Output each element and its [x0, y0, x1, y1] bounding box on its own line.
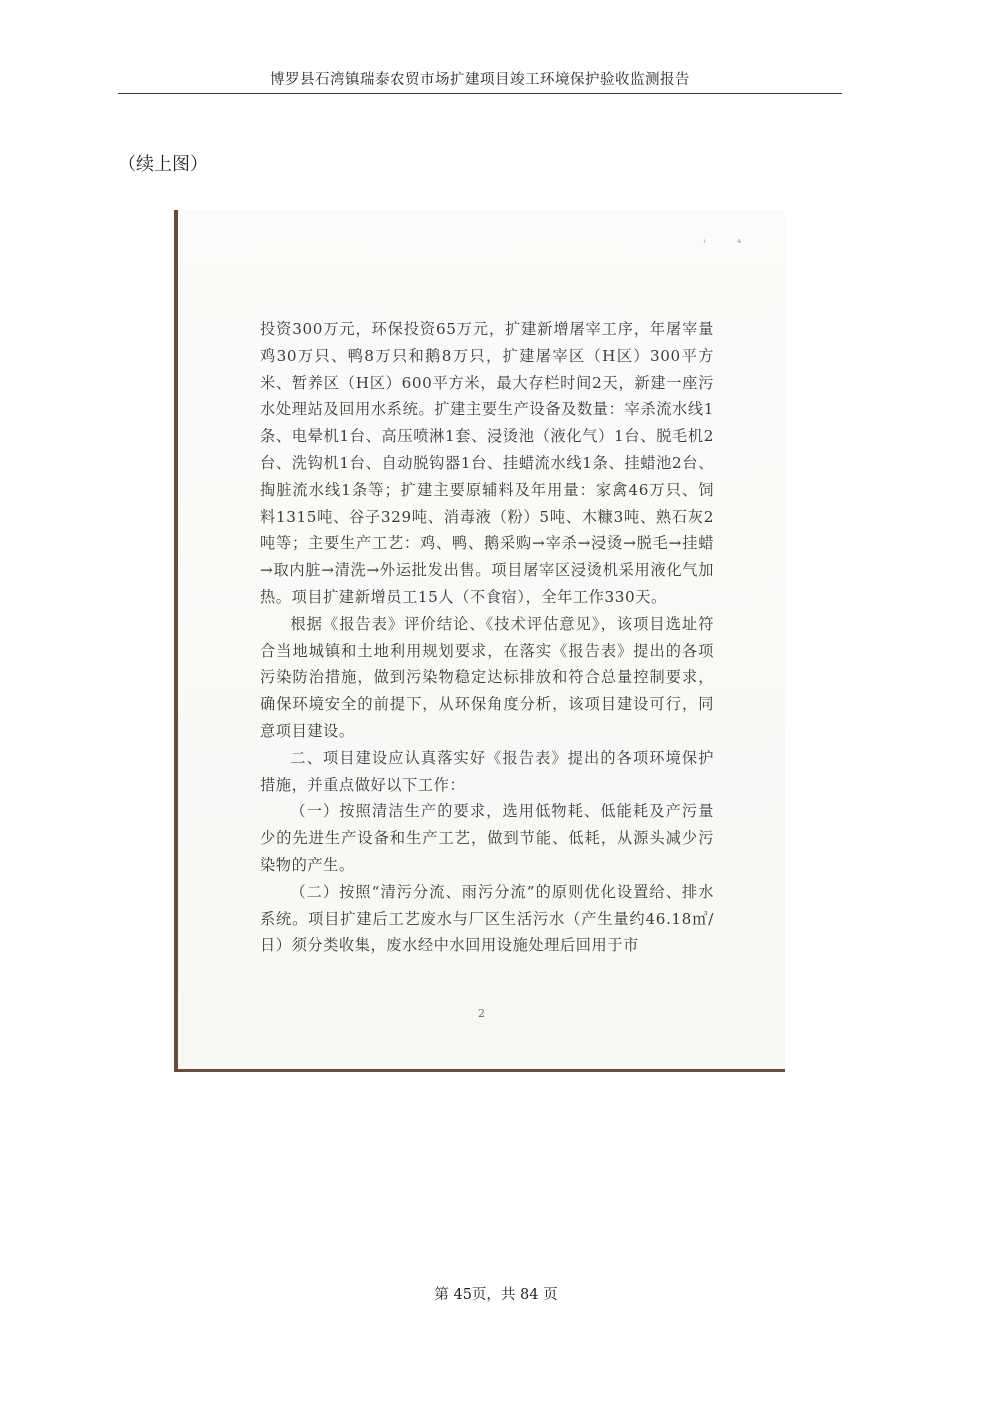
scan-corner-marks: ᵢ ₄ — [703, 235, 755, 246]
scanned-document-text — [260, 316, 714, 959]
scan-paragraph: （二）按照“清污分流、雨污分流”的原则优化设置给、排水系统。项目扩建后工艺废水与厂区生活污水（产生量约46.18㎥/日）须分类收集，废水经中水回用设施处理后回用于市 — [260, 882, 714, 955]
running-header: 博罗县石湾镇瑞泰农贸市场扩建项目竣工环境保护验收监测报告 — [270, 72, 690, 88]
figure-caption: （续上图） — [118, 154, 208, 175]
scan-page-number: 2 — [478, 1007, 485, 1020]
page-footer: 第 45页，共 84 页 — [434, 1287, 558, 1303]
scan-paragraph: 投资300万元，环保投资65万元，扩建新增屠宰工序，年屠宰量鸡30万只、鸭8万只和鹅8万只，扩建屠宰区（H区）300平方米、暂养区（H区）600平方米，最大存栏时间2天，新建一座污水处理站及回用水系统。扩建主要生产设备及数量：宰杀流水线1条、电晕机1台、高压喷淋1套、浸烫池（液化气）1台、脱毛机2台、洗钩机1台、自动脱钩器1台、挂蜡流水线1条、挂蜡池2台、掏脏流水线1条等；扩建主要原辅料及年用量：家禽46万只、饲料1315吨、谷子329吨、消毒液（粉）5吨、木糠3吨、熟石灰2吨等；主要生产工艺：鸡、鸭、鹅采购→宰杀→浸烫→脱毛→挂蜡→取内脏→清洗→外运批发出售。项目屠宰区浸烫机采用液化气加热。项目扩建新增员工15人（不食宿），全年工作330天。 — [260, 320, 714, 606]
scan-paragraph: 二、项目建设应认真落实好《报告表》提出的各项环境保护措施，并重点做好以下工作： — [260, 748, 714, 794]
scanned-document-image — [174, 210, 785, 1072]
header-divider — [118, 93, 842, 94]
scan-paragraph: （一）按照清洁生产的要求，选用低物耗、低能耗及产污量少的先进生产设备和生产工艺，做到节能、低耗，从源头减少污染物的产生。 — [260, 802, 714, 874]
scan-paragraph: 根据《报告表》评价结论、《技术评估意见》，该项目选址符合当地城镇和土地利用规划要求，在落实《报告表》提出的各项污染防治措施，做到污染物稳定达标排放和符合总量控制要求，确保环境安全的前提下，从环保角度分析，该项目建设可行，同意项目建设。 — [260, 614, 714, 740]
